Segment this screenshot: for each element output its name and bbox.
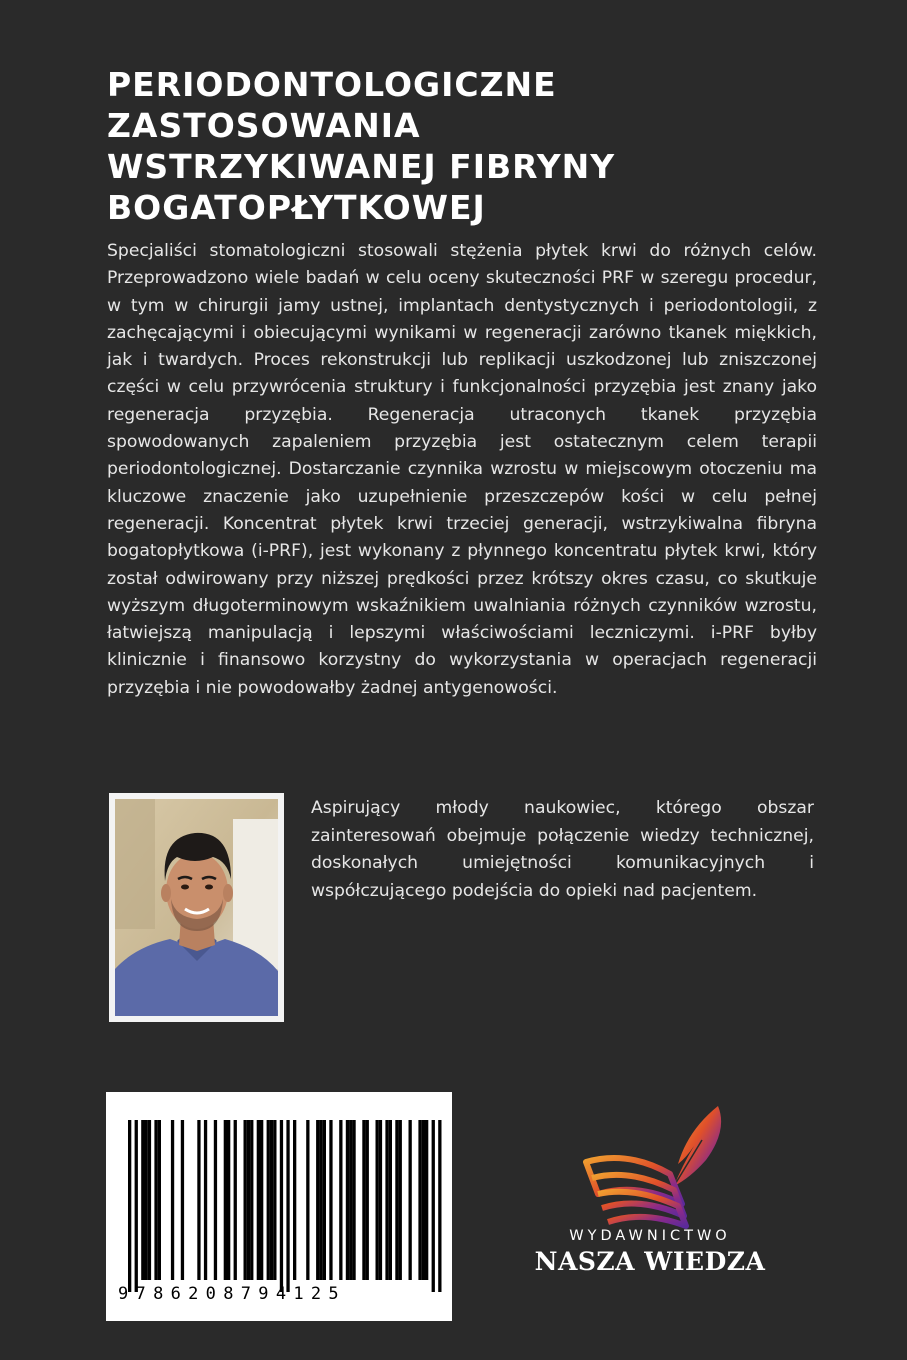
barcode-bar bbox=[389, 1120, 392, 1280]
publisher-name: NASZA WIEDZA bbox=[534, 1247, 766, 1276]
barcode-bar bbox=[395, 1120, 398, 1280]
barcode-bar bbox=[376, 1120, 379, 1280]
barcode-bar bbox=[352, 1120, 355, 1280]
barcode-bar bbox=[257, 1120, 260, 1280]
publisher-label: WYDAWNICTWO bbox=[569, 1228, 731, 1244]
title-line: BOGATOPŁYTKOWEJ bbox=[107, 188, 486, 227]
barcode-bar bbox=[339, 1120, 342, 1280]
book-quill-icon bbox=[578, 1100, 728, 1230]
author-portrait-image bbox=[115, 799, 278, 1016]
barcode-bar bbox=[362, 1120, 365, 1280]
barcode-bar bbox=[316, 1120, 319, 1280]
barcode-bar bbox=[181, 1120, 184, 1280]
barcode-bar bbox=[306, 1120, 309, 1280]
barcode-bar bbox=[293, 1120, 296, 1280]
barcode-bar bbox=[273, 1120, 276, 1280]
barcode-bar bbox=[214, 1120, 217, 1280]
barcode-bar bbox=[270, 1120, 273, 1280]
barcode-bar bbox=[135, 1120, 138, 1292]
author-bio: Aspirujący młody naukowiec, którego obszar zainteresowań obejmuje połączenie wiedzy technicznej, doskonałych umiejętności komunikacyjnych i współczującego podejścia do opieki nad pacjentem. bbox=[311, 798, 814, 901]
barcode-bar bbox=[280, 1120, 283, 1292]
book-title bbox=[107, 64, 827, 228]
title-line: WSTRZYKIWANEJ FIBRYNY bbox=[107, 147, 616, 186]
barcode-bar bbox=[319, 1120, 322, 1280]
barcode-bar bbox=[247, 1120, 250, 1280]
title-line: PERIODONTOLOGICZNE bbox=[107, 65, 557, 104]
barcode-bar bbox=[418, 1120, 421, 1280]
title-line: ZASTOSOWANIA bbox=[107, 106, 421, 145]
barcode-bar bbox=[250, 1120, 253, 1280]
barcode-bar bbox=[438, 1120, 441, 1292]
barcode-bar bbox=[204, 1120, 207, 1280]
isbn-barcode bbox=[106, 1092, 452, 1321]
barcode-bar bbox=[409, 1120, 412, 1280]
barcode-bar bbox=[379, 1120, 382, 1280]
barcode-bar bbox=[158, 1120, 161, 1280]
barcode-bar bbox=[366, 1120, 369, 1280]
book-description: Specjaliści stomatologiczni stosowali stężenia płytek krwi do różnych celów. Przeprowadzono wiele badań w celu oceny skuteczności PRF w szeregu procedur, w tym w chirurgii jamy ustnej, implantach dentystycznych i periodontologii, z zachęcającymi i obiecującymi wynikami w regeneracji zarówno tkanek miękkich, jak i twardych. Proces rekonstrukcji lub replikacji uszkodzonej lub zniszczonej części w celu przywrócenia struktury i funkcjonalności przyzębia jest znany jako regeneracja przyzębia. Regeneracja utraconych tkanek przyzębia spowodowanych zapaleniem przyzębia jest ostatecznym celem terapii periodontologicznej. Dostarczanie czynnika wzrostu w miejscowym otoczeniu ma kluczowe znaczenie jako uzupełnienie przeszczepów kości w celu pełnej regeneracji. Koncentrat płytek krwi trzeciej generacji, wstrzykiwalna fibryna bogatopłytkowa (i-PRF), jest wykonany z płynnego koncentratu płytek krwi, który został odwirowany przy niższej prędkości przez krótszy okres czasu, co skutkuje wyższym długoterminowym wskaźnikiem uwalniania różnych czynników wzrostu, łatwiejszą manipulacją i lepszymi właściwościami leczniczymi. i-PRF byłby klinicznie i finansowo korzystny do wykorzystania w operacjach regeneracji przyzębia i nie powodowałby żadnej antygenowości. bbox=[107, 241, 817, 698]
barcode-bar bbox=[197, 1120, 200, 1280]
barcode-bar bbox=[432, 1120, 435, 1292]
author-photo bbox=[109, 793, 284, 1022]
barcode-bar bbox=[329, 1120, 332, 1280]
barcode-bar bbox=[399, 1120, 402, 1280]
barcode-bar bbox=[234, 1120, 237, 1280]
barcode-bar bbox=[128, 1120, 131, 1292]
barcode-bar bbox=[148, 1120, 151, 1280]
barcode-bar bbox=[154, 1120, 157, 1280]
isbn-number: 9786208794125 bbox=[118, 1284, 346, 1304]
barcode-bar bbox=[244, 1120, 247, 1280]
barcode-bar bbox=[422, 1120, 425, 1280]
barcode-bar bbox=[286, 1120, 289, 1292]
barcode-bar bbox=[141, 1120, 144, 1280]
barcode-bar bbox=[346, 1120, 349, 1280]
barcode-bar bbox=[323, 1120, 326, 1280]
barcode-bar bbox=[145, 1120, 148, 1280]
barcode-bar bbox=[227, 1120, 230, 1280]
barcode-bar bbox=[171, 1120, 174, 1280]
barcode-bar bbox=[425, 1120, 428, 1280]
barcode-bar bbox=[349, 1120, 352, 1280]
barcode-bar bbox=[385, 1120, 388, 1280]
barcode-bar bbox=[267, 1120, 270, 1280]
barcode-bar bbox=[224, 1120, 227, 1280]
barcode-bar bbox=[260, 1120, 263, 1280]
